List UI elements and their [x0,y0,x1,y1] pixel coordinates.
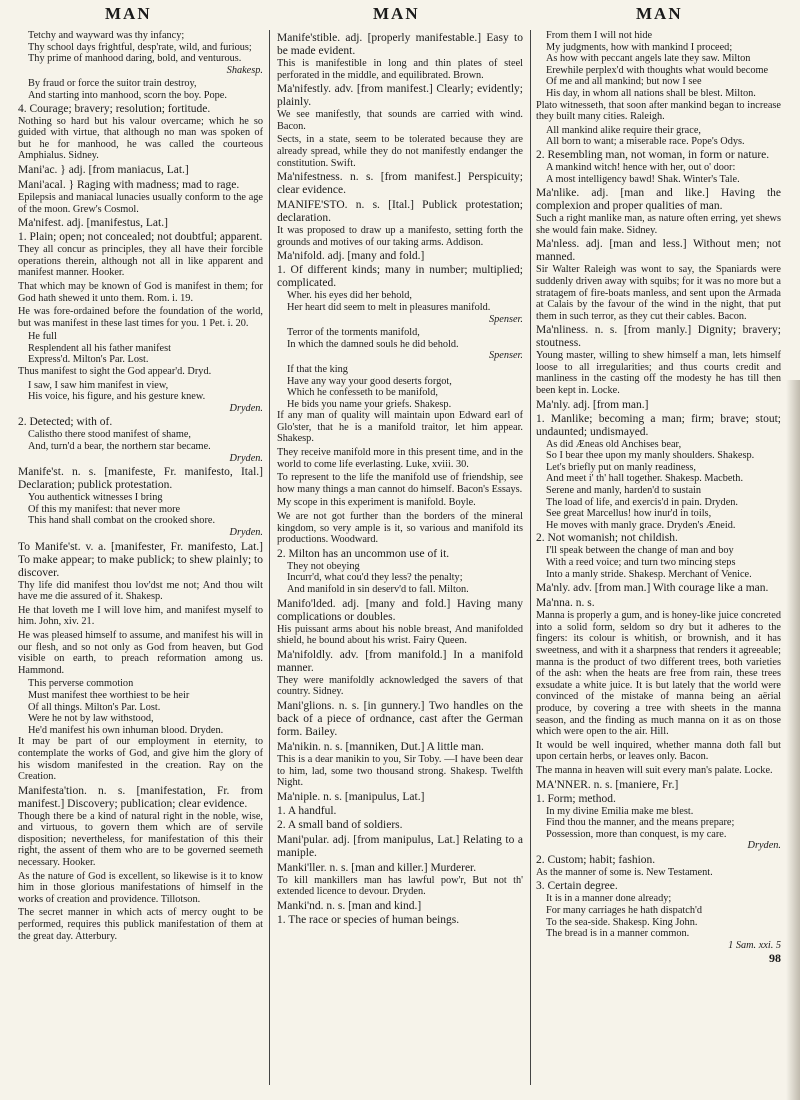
quotation: They all concur as principles, they all have their forcible operations therein, although not all in like apparent and manifest manner. Hooker. [18,244,263,279]
dictionary-entry: Manki'nd. n. s. [man and kind.] [277,899,422,912]
source-citation: Dryden. [229,527,263,538]
quotation: This is a dear manikin to you, Sir Toby. —I have been dear to him, lad, some two thousand strong. Shakesp. Twelfth Night. [277,753,523,789]
sense-definition: 2. Detected; with of. [18,416,113,429]
verse-line: To the sea-side. Shakesp. King John. [546,916,698,928]
verse-line: And starting into manhood, scorn the boy. Pope. [28,89,227,101]
sense-definition: 2. Resembling man, not woman, in form or nature. [536,148,770,161]
verse-line: He full [28,331,57,343]
dictionary-entry: MANIFE'STO. n. s. [Ital.] Publick protestation; declaration. [277,199,523,225]
quotation: Such a right manlike man, as nature often erring, yet shews she would fain make. Sidney. [536,213,781,236]
quotation: If any man of quality will maintain upon Edward earl of Glo'ster, that he is a manifold traitor, let him appear. Shakesp. [277,410,523,445]
dictionary-entry: Ma'niple. n. s. [manipulus, Lat.] [277,790,425,803]
verse-line: By fraud or force the suitor train destroy, [28,78,197,90]
verse-line: With a reed voice; and turn two mincing steps [546,557,736,568]
verse-line: Let's briefly put on manly readiness, [546,461,696,473]
verse-line: His day, in whom all nations shall be blest. Milton. [546,87,756,99]
sense-definition: 1. Form; method. [536,792,616,805]
verse-line: Have any way your good deserts forgot, [287,375,452,387]
verse-line: Serene and manly, harden'd to sustain [546,485,702,497]
verse-line: As how with peccant angels late they saw. Milton [546,53,751,65]
verse-line: And, turn'd a bear, the northern star became. [28,441,211,453]
quotation: Young master, willing to shew himself a man, lets himself loose to all irregularities; and thus courts credit and manliness in the casting off the modesty he has till then been kept in. Locke. [536,350,781,397]
quotation: This is manifestible in long and thin plates of steel perforated in the middle, and equilibrated. Brown. [277,58,523,81]
verse-line: It is in a manner done already; [546,893,672,905]
quotation: His puissant arms about his noble breast, And manifolded shield, he bound about his wrist. Fairy Queen. [277,623,523,647]
dictionary-entry: Manife'stible. adj. [properly manifestable.] Easy to be made evident. [277,32,523,57]
page-number: 98 [769,951,781,966]
verse-line: In which the damned souls he did behold. [287,338,459,350]
source-citation: Dryden. [229,452,263,464]
quotation: As the manner of some is. New Testament. [536,866,713,878]
quotation: The secret manner in which acts of mercy ought to be performed, requires this publick manifestation of them at the great day. Atterbury. [18,907,263,942]
verse-line: Must manifest thee worthiest to be heir [28,689,190,701]
dictionary-entry: Mani'acal. } Raging with madness; mad to rage. [18,178,240,191]
quotation: It would be well inquired, whether manna doth fall but upon certain herbs, or leaves only. Bacon. [536,739,781,763]
sense-definition: 2. A small band of soldiers. [277,818,403,831]
verse-line: Find thou the manner, and the means prepare; [546,817,735,829]
dictionary-entry: To Manife'st. v. a. [manifester, Fr. manifesto, Lat.] To make appear; to make publick; to shew plainly; to discover. [18,540,263,579]
quotation: We are not got further than the borders of the mineral kingdom, so very ample is it, so various and manifold its productions. Woodward. [277,511,523,546]
dictionary-entry: Ma'nna. n. s. [536,597,595,610]
source-citation: Shakesp. [226,64,263,76]
verse-line: My judgments, how with mankind I proceed; [546,41,733,53]
header-center: MAN [373,4,420,23]
verse-line: Calistho there stood manifest of shame, [28,429,192,441]
verse-line: They not obeying [287,560,360,572]
quotation: Sir Walter Raleigh was wont to say, the Spaniards were suddenly driven away with squibs; for it was no more but a stratagem of fire-boats manless, and sent upon the Armada at Calais by the favour of the wind in the night, that put them in such terror, as they cut their cables. Bacon. [536,264,781,322]
verse-line: This hand shall combat on the crooked shore. [28,515,216,527]
source-citation: 1 Sam. xxi. 5 [728,939,781,951]
dictionary-entry: Ma'nikin. n. s. [manniken, Dut.] A little man. [277,740,484,753]
quotation: They were manifoldly acknowledged the savers of that country. Sidney. [277,674,523,698]
sense-definition: 2. Custom; habit; fashion. [536,853,656,866]
verse-line: His voice, his figure, and his gesture knew. [28,391,206,403]
verse-line: All mankind alike require their grace, [546,124,701,136]
quotation: Epilepsis and maniacal lunacies usually conform to the age of the moon. Grew's Cosmol. [18,191,263,215]
quotation: It may be part of our employment in eternity, to contemplate the works of God, and give him the glory of his wisdom manifested in the creation. Ray on the Creation. [18,736,263,783]
column-left [18,30,263,1085]
verse-line: And manifold in sin deserv'd to fall. Milton. [287,584,469,595]
verse-line: A most intelligency bawd! Shak. Winter's Tale. [546,173,740,185]
verse-line: Express'd. Milton's Par. Lost. [28,354,149,366]
page-edge-shadow [786,380,800,1100]
column-middle [277,30,523,1085]
verse-line: Erewhile perplex'd with thoughts what would become [546,64,769,76]
verse-line: I'll speak between the change of man and boy [546,545,734,557]
verse-line: I saw, I saw him manifest in view, [28,379,169,391]
verse-line: A mankind witch! hence with her, out o' door: [546,161,736,173]
quotation: Manna is properly a gum, and is honey-like juice concreted into a solid form, seldom so dry but it adheres to the fingers: its colour is whitish, or brownish, and it has sweetness, and with it a sharpness that renders it agreeable; manna is the product of two different trees, both varieties of the ash: when the heats are free from rain, these trees exsudate a white juice. It is but lately that the world were convinced of the mistake of manna being an aërial produce, by covering a tree with sheets in the manna season, and the finding as much manna on it as on those which were open to the air. Hill. [536,610,781,738]
dictionary-entry: Ma'nifestly. adv. [from manifest.] Clearly; evidently; plainly. [277,83,523,109]
dictionary-entry: Mani'ac. } adj. [from maniacus, Lat.] [18,163,189,176]
sense-definition: 2. Not womanish; not childish. [536,532,678,545]
verse-line: Possession, more than conquest, is my care. [546,828,727,840]
verse-line: And meet i' th' hall together. Shakesp. Macbeth. [546,473,744,485]
verse-line: Wher. his eyes did her behold, [287,290,412,302]
verse-line: Of me and all mankind; but now I see [546,76,702,88]
quotation: Sects, in a state, seem to be tolerated because they are already spread, while they do not manifestly endanger the constitution. Swift. [277,134,523,169]
dictionary-entry: Mani'pular. adj. [from manipulus, Lat.] Relating to a maniple. [277,833,523,859]
verse-line: You authentick witnesses I bring [28,492,163,504]
verse-line: The bread is in a manner common. [546,928,690,940]
source-citation: Dryden. [229,402,263,414]
verse-line: All born to want; a miserable race. Pope's Odys. [546,136,745,148]
source-citation: Spenser. [488,350,523,362]
sense-definition: 1. A handful. [277,804,337,817]
dictionary-entry: Ma'nly. adj. [from man.] [536,398,649,411]
quotation: He that loveth me I will love him, and manifest myself to him. John, xiv. 21. [18,604,263,628]
quotation: As the nature of God is excellent, so likewise is it to know him in those glorious manifestations of himself in the works of creation and providence. Tillotson. [18,870,263,905]
verse-line: He'd manifest his own inhuman blood. Dryden. [28,724,224,736]
verse-line: Thy prime of manhood daring, bold, and venturous. [28,53,242,65]
verse-line: Were he not by law withstood, [28,713,154,725]
quotation: Nothing so hard but his valour overcame; which he so guided with virtue, that although no man was spoken of but he for manhood, he was called the courteous Amphialus. Sidney. [18,115,263,162]
dictionary-entry: Manife'st. n. s. [manifeste, Fr. manifesto, Ital.] Declaration; publick protestation. [18,466,263,492]
quotation: To kill mankillers man has lawful pow'r, But not th' extended licence to devour. Dryden. [277,874,523,898]
header-left: MAN [105,4,152,23]
quotation: He was pleased himself to assume, and manifest his will in our flesh, and so not only as God from heaven, but God visible on earth, to preach reformation among us. Hammond. [18,629,263,676]
quotation: That which may be known of God is manifest in them; for God hath shewed it unto them. Rom. i. 19. [18,280,263,304]
dictionary-entry: Ma'nlike. adj. [man and like.] Having the complexion and proper qualities of man. [536,187,781,213]
dictionary-entry: Manki'ller. n. s. [man and killer.] Murderer. [277,861,477,874]
dictionary-entry: Ma'nifoldly. adv. [from manifold.] In a manifold manner. [277,648,523,674]
quotation: Thus manifest to sight the God appear'd. Dryd. [18,366,212,378]
sense-definition: 1. Of different kinds; many in number; multiplied; complicated. [277,264,523,290]
quotation: My scope in this experiment is manifold. Boyle. [277,497,476,509]
dictionary-entry: MA'NNER. n. s. [maniere, Fr.] [536,778,679,791]
verse-line: For many carriages he hath dispatch'd [546,905,702,917]
verse-line: As did Æneas old Anchises bear, [546,438,682,450]
verse-line: Of this my manifest: that never more [28,503,181,515]
verse-line: The load of life, and exercis'd in pain. Dryden. [546,496,738,508]
column-divider [269,30,270,1085]
header-right: MAN [636,4,683,23]
dictionary-entry: Ma'nifest. adj. [manifestus, Lat.] [18,217,168,230]
quotation: Though there be a kind of natural right in the noble, wise, and virtuous, to govern them which are of servile disposition; nevertheless, for manifestation of this their right, the assent of them who are to be governed seemeth necessary. Hooker. [18,810,263,869]
sense-definition: 1. Manlike; becoming a man; firm; brave; stout; undaunted; undismayed. [536,412,781,438]
dictionary-entry: Ma'nifestness. n. s. [from manifest.] Perspicuity; clear evidence. [277,171,523,197]
source-citation: Spenser. [488,313,523,325]
dictionary-entry: Ma'nly. adv. [from man.] With courage like a man. [536,582,769,595]
sense-definition: 4. Courage; bravery; resolution; fortitude. [18,102,211,115]
source-citation: Dryden. [747,840,781,852]
quotation: It was proposed to draw up a manifesto, setting forth the grounds and motives of our taking arms. Addison. [277,225,523,248]
verse-line: In my divine Emilia make me blest. [546,805,694,817]
verse-line: Her heart did seem to melt in pleasures manifold. [287,301,491,313]
dictionary-entry: Ma'nliness. n. s. [from manly.] Dignity; bravery; stoutness. [536,324,781,350]
dictionary-entry: Manifesta'tion. n. s. [manifestation, Fr. from manifest.] Discovery; publication; clear evidence. [18,784,263,810]
verse-line: Into a manly stride. Shakesp. Merchant of Venice. [546,568,752,580]
verse-line: Of all things. Milton's Par. Lost. [28,701,161,713]
quotation: We see manifestly, that sounds are carried with wind. Bacon. [277,109,523,132]
verse-line: Incurr'd, what cou'd they less? the penalty; [287,572,463,584]
sense-definition: 1. Plain; open; not concealed; not doubtful; apparent. [18,231,263,244]
quotation: Thy life did manifest thou lov'dst me not; And thou wilt have me die assured of it. Shakesp. [18,579,263,603]
quotation: He was fore-ordained before the foundation of the world, but was manifest in these last times for you. 1 Pet. i. 20. [18,306,263,329]
quotation: They receive manifold more in this present time, and in the world to come life everlasting. Luke, xviii. 30. [277,447,523,470]
verse-line: If that the king [287,363,348,375]
dictionary-entry: Manifo'lded. adj. [many and fold.] Having many complications or doubles. [277,597,523,623]
verse-line: He moves with manly grace. Dryden's Æneid. [546,519,736,531]
sense-definition: 1. The race or species of human beings. [277,913,460,926]
running-header [0,0,800,30]
quotation: Plato witnesseth, that soon after mankind began to increase they built many cities. Raleigh. [536,99,781,123]
verse-line: So I bear thee upon my manly shoulders. Shakesp. [546,450,755,462]
verse-line: Resplendent all his father manifest [28,342,171,354]
verse-line: Thy school days frightful, desp'rate, wild, and furious; [28,41,252,53]
quotation: To represent to the life the manifold use of friendship, see how many things a man cannot do himself. Bacon's Essays. [277,472,523,495]
verse-line: Tetchy and wayward was thy infancy; [28,30,185,41]
verse-line: He bids you name your griefs. Shakesp. [287,398,452,410]
verse-line: Which he confesseth to be manifold, [287,387,438,399]
quotation: The manna in heaven will suit every man's palate. Locke. [536,764,773,776]
dictionary-entry: Mani'glions. n. s. [in gunnery.] Two handles on the back of a piece of ordnance, cast after the German form. Bailey. [277,699,523,738]
verse-line: See great Marcellus! how inur'd in toils, [546,508,712,520]
verse-line: Terror of the torments manifold, [287,327,420,339]
dictionary-entry: Ma'nifold. adj. [many and fold.] [277,250,425,263]
verse-line: From them I will not hide [546,30,653,41]
sense-definition: 2. Milton has an uncommon use of it. [277,547,450,560]
dictionary-entry: Ma'nless. adj. [man and less.] Without men; not manned. [536,238,781,264]
sense-definition: 3. Certain degree. [536,880,618,893]
column-divider [530,30,531,1085]
column-right [536,30,781,1085]
verse-line: This perverse commotion [28,678,134,690]
